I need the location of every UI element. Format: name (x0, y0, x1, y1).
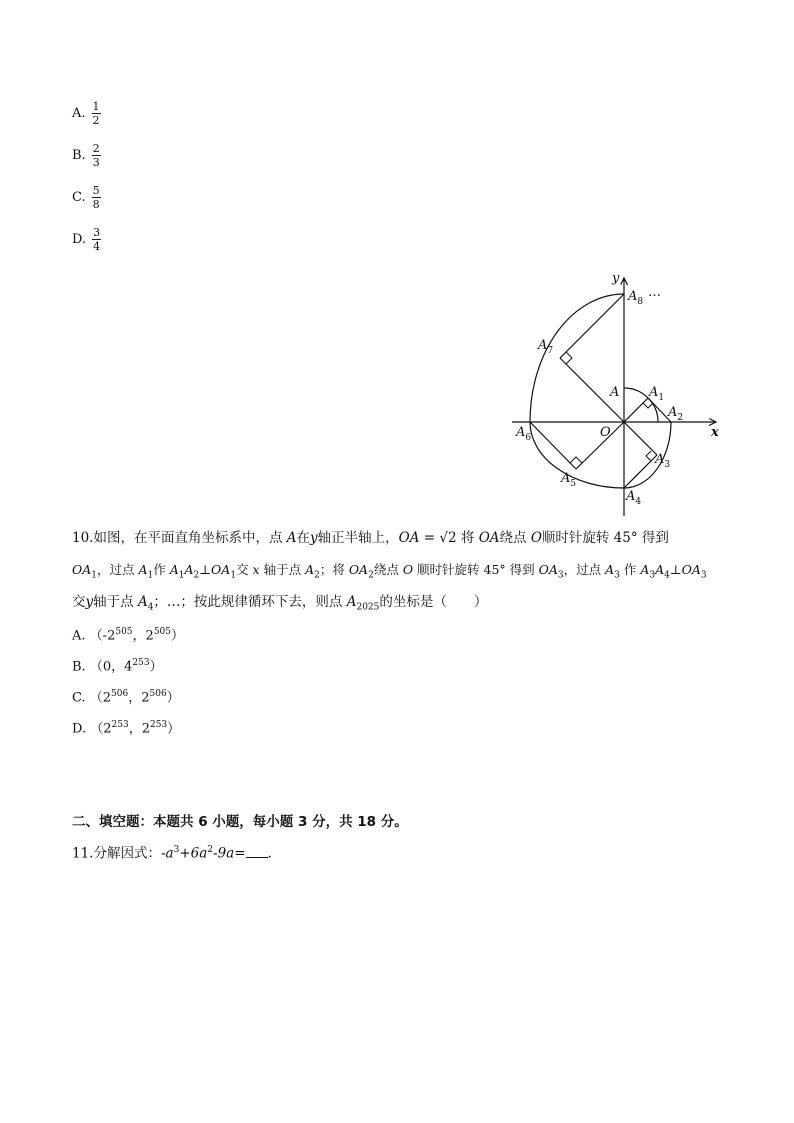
option-label: A. (72, 106, 86, 121)
option-label: D. (72, 232, 87, 247)
point-a4-label: $A_4$ (626, 489, 642, 507)
q10-option-a: A. （$-2^{505}$，$2^{505}$） (72, 627, 185, 644)
numerator: 3 (93, 226, 101, 239)
fraction (92, 184, 101, 211)
segment-a3a4 (624, 455, 657, 488)
point-a6-label: $A_6$ (516, 425, 532, 443)
point-a7-label: $A_7$ (538, 338, 554, 356)
denominator: 8 (92, 198, 100, 211)
point-a-label: A (610, 385, 620, 400)
answer-blank (246, 843, 268, 858)
q10-line-2: $OA_1$，过点 $A_1$作 $A_1A_2\perp OA_1$交 x 轴于点 $A_2$；将 $OA_2$绕点 O 顺时针旋转 45° 得到 $OA_3$，过点 $A_3$ 作 $A_3A_4\perp OA_3$ (72, 562, 707, 581)
fraction (92, 100, 101, 127)
fraction (92, 142, 101, 169)
ellipsis: … (648, 285, 661, 300)
denominator: 4 (93, 240, 101, 253)
segment-a5a6 (530, 422, 576, 469)
denominator: 3 (92, 156, 100, 169)
origin-label: O (600, 425, 611, 440)
point-a2-label: $A_2$ (668, 405, 684, 423)
q9-option-a (72, 100, 101, 127)
option-label: B. (72, 148, 86, 163)
axis-label-y: y (612, 271, 620, 286)
q10-option-b: B. （0，$4^{253}$） (72, 658, 163, 675)
q11: 11.分解因式：$-a^3+6a^2-9a=$ . (72, 840, 272, 864)
right-angle-a5 (570, 457, 582, 463)
q10-option-c: C. （$2^{506}$，$2^{506}$） (72, 689, 180, 706)
right-angle-a7 (566, 352, 572, 364)
numerator: 1 (92, 100, 100, 113)
section-heading: 二、填空题：本题共 6 小题，每小题 3 分，共 18 分。 (72, 814, 408, 830)
q10-line-1: 10.如图，在平面直角坐标系中，点 A在y轴正半轴上，OA = √2 将 OA绕点 O顺时针旋转 45° 得到 (72, 530, 669, 546)
segment-oa1 (624, 398, 648, 422)
q10-option-d: D. （$2^{253}$，$2^{253}$） (72, 720, 181, 737)
denominator: 2 (92, 114, 100, 127)
axis-label-x: x (711, 425, 719, 440)
point-a5-label: $A_5$ (561, 471, 577, 489)
fraction (92, 226, 101, 253)
q9-option-c (72, 184, 101, 211)
segment-oa3 (624, 422, 657, 455)
point-a3-label: $A_3$ (655, 452, 671, 470)
q9-option-b (72, 142, 101, 169)
point-a8-label: $A_8$ (628, 289, 644, 307)
numerator: 5 (92, 184, 100, 197)
arc-a6-a8 (530, 294, 624, 422)
point-a1-label: $A_1$ (649, 385, 665, 403)
q9-option-d (72, 226, 101, 253)
segment-a7a8 (560, 294, 624, 358)
q10-line-3: 交y轴于点 $A_4$；…；按此规律循环下去，则点 $A_{2025}$的坐标是（ ） (72, 594, 488, 613)
numerator: 2 (92, 142, 100, 155)
rotation-figure (500, 268, 740, 520)
right-angle-a3 (646, 451, 651, 461)
right-angle-a1 (643, 403, 653, 408)
option-label: C. (72, 190, 86, 205)
